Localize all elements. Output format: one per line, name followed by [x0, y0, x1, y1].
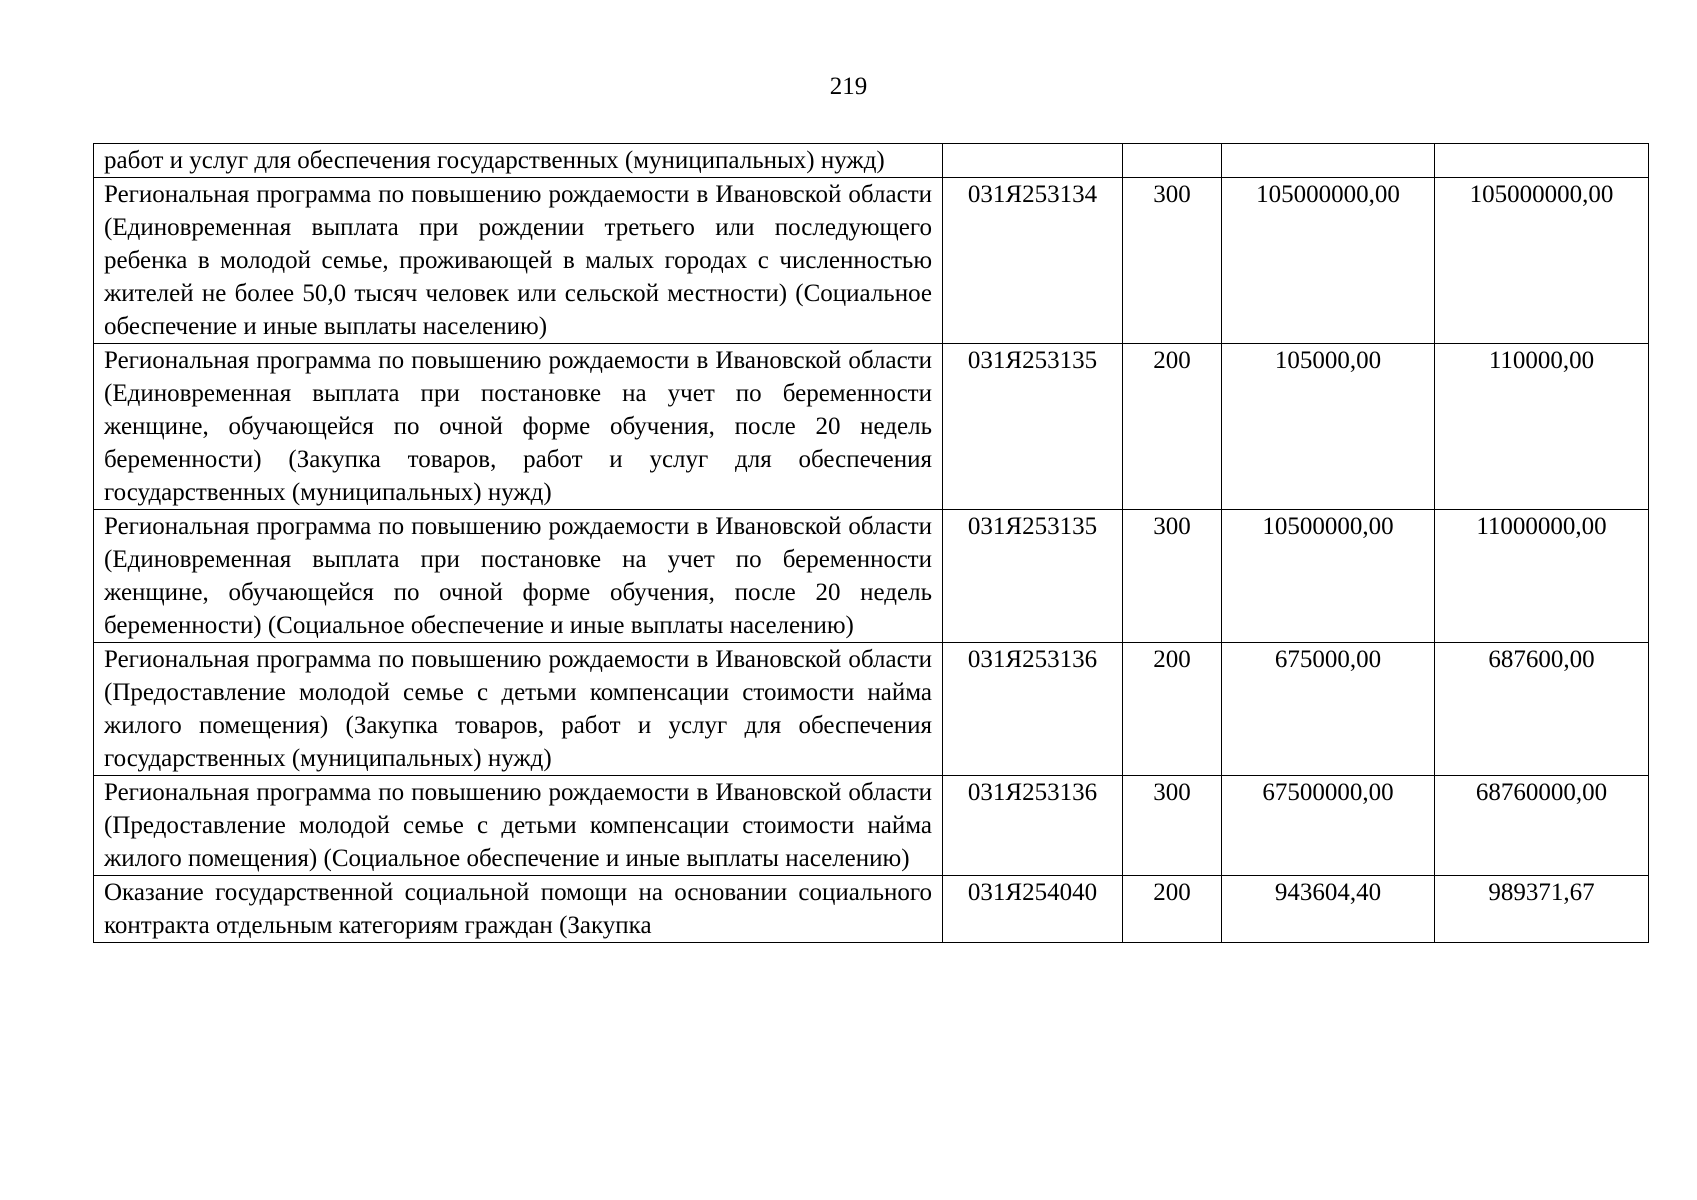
page-number: 219 — [829, 73, 868, 100]
row-amount-year-1: 675000,00 — [1222, 643, 1435, 776]
row-description: Оказание государственной социальной помощи на основании социального контракта отдельным категориям граждан (Закупка — [94, 876, 943, 943]
row-target-code: 031Я253136 — [943, 776, 1123, 876]
table-row — [94, 144, 1649, 178]
row-expense-type — [1123, 144, 1222, 178]
row-amount-year-1: 67500000,00 — [1222, 776, 1435, 876]
row-expense-type: 300 — [1123, 510, 1222, 643]
row-description: работ и услуг для обеспечения государственных (муниципальных) нужд) — [94, 144, 943, 178]
row-amount-year-2: 110000,00 — [1435, 344, 1649, 510]
row-expense-type: 300 — [1123, 178, 1222, 344]
table-row — [94, 178, 1649, 344]
table-row — [94, 510, 1649, 643]
row-target-code: 031Я253136 — [943, 643, 1123, 776]
row-amount-year-2: 68760000,00 — [1435, 776, 1649, 876]
row-target-code — [943, 144, 1123, 178]
table-row — [94, 643, 1649, 776]
row-expense-type: 200 — [1123, 876, 1222, 943]
row-amount-year-2: 687600,00 — [1435, 643, 1649, 776]
row-amount-year-1: 943604,40 — [1222, 876, 1435, 943]
row-amount-year-1: 105000000,00 — [1222, 178, 1435, 344]
row-target-code: 031Я254040 — [943, 876, 1123, 943]
row-amount-year-1: 10500000,00 — [1222, 510, 1435, 643]
row-target-code: 031Я253134 — [943, 178, 1123, 344]
row-description: Региональная программа по повышению рождаемости в Ивановской области (Единовременная выплата при постановке на учет по беременности женщине, обучающейся по очной форме обучения, после 20 недель беременности) (Социальное обеспечение и иные выплаты населению) — [94, 510, 943, 643]
row-amount-year-2: 989371,67 — [1435, 876, 1649, 943]
table-row — [94, 876, 1649, 943]
row-target-code: 031Я253135 — [943, 344, 1123, 510]
row-amount-year-2: 105000000,00 — [1435, 178, 1649, 344]
row-expense-type: 200 — [1123, 643, 1222, 776]
row-target-code: 031Я253135 — [943, 510, 1123, 643]
row-description: Региональная программа по повышению рождаемости в Ивановской области (Единовременная выплата при постановке на учет по беременности женщине, обучающейся по очной форме обучения, после 20 недель беременности) (Закупка товаров, работ и услуг для обеспечения государственных (муниципальных) нужд) — [94, 344, 943, 510]
table-row — [94, 344, 1649, 510]
row-amount-year-2 — [1435, 144, 1649, 178]
row-expense-type: 300 — [1123, 776, 1222, 876]
row-expense-type: 200 — [1123, 344, 1222, 510]
row-description: Региональная программа по повышению рождаемости в Ивановской области (Единовременная выплата при рождении третьего или последующего ребенка в молодой семье, проживающей в малых городах с численностью жителей не более 50,0 тысяч человек или сельской местности) (Социальное обеспечение и иные выплаты населению) — [94, 178, 943, 344]
row-description: Региональная программа по повышению рождаемости в Ивановской области (Предоставление молодой семье с детьми компенсации стоимости найма жилого помещения) (Закупка товаров, работ и услуг для обеспечения государственных (муниципальных) нужд) — [94, 643, 943, 776]
row-amount-year-1: 105000,00 — [1222, 344, 1435, 510]
row-amount-year-1 — [1222, 144, 1435, 178]
budget-table — [93, 143, 1649, 943]
row-amount-year-2: 11000000,00 — [1435, 510, 1649, 643]
table-row — [94, 776, 1649, 876]
row-description: Региональная программа по повышению рождаемости в Ивановской области (Предоставление молодой семье с детьми компенсации стоимости найма жилого помещения) (Социальное обеспечение и иные выплаты населению) — [94, 776, 943, 876]
